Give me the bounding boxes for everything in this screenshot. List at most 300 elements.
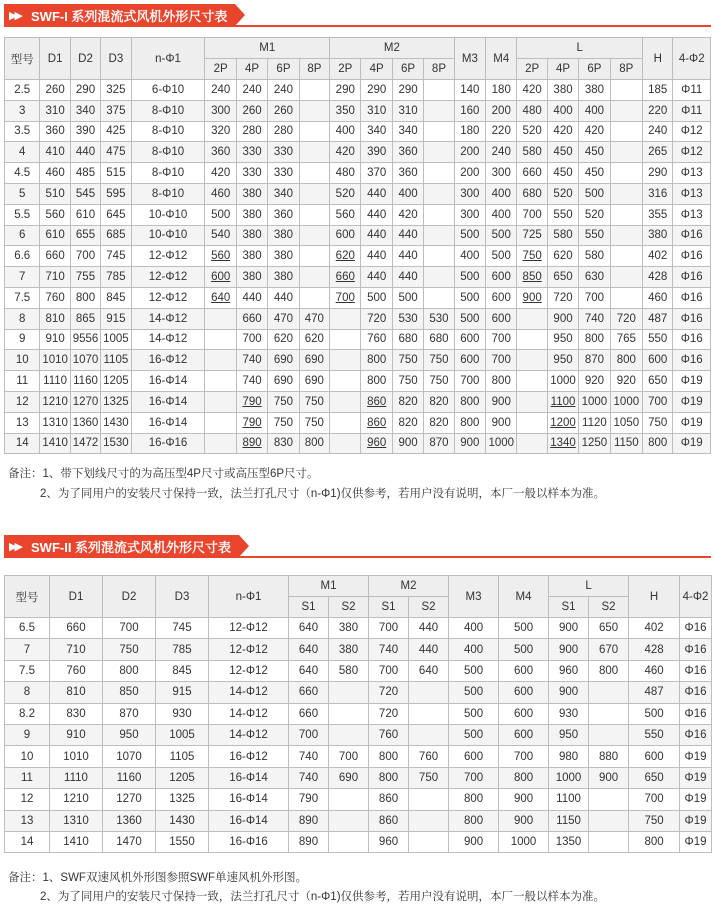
table-cell: 545 — [70, 183, 100, 204]
table-cell: 640 — [289, 618, 329, 639]
table-cell: 8-Φ10 — [131, 100, 205, 121]
table-cell: 520 — [330, 183, 361, 204]
table-cell: 760 — [40, 287, 70, 308]
table-cell: 440 — [409, 639, 449, 660]
table-cell: 1430 — [156, 810, 209, 831]
table-row — [5, 246, 711, 267]
table-cell: 380 — [268, 246, 299, 267]
table-cell — [330, 308, 361, 329]
table-cell: 460 — [643, 287, 673, 308]
table-cell: 900 — [549, 639, 589, 660]
table-cell: 600 — [486, 308, 517, 329]
table-cell — [409, 703, 449, 724]
table-cell: 760 — [409, 746, 449, 767]
table-cell: Φ16 — [673, 246, 711, 267]
table-cell: 850 — [103, 682, 156, 703]
table-cell — [424, 80, 454, 101]
table-cell: 200 — [454, 163, 485, 184]
table-cell: 380 — [236, 204, 267, 225]
table-cell: 660 — [330, 267, 361, 288]
table-cell: Φ19 — [680, 810, 712, 831]
table-cell: 440 — [361, 246, 392, 267]
swf2-dimension-table — [4, 575, 712, 853]
table-cell — [299, 100, 329, 121]
table-cell: 650 — [629, 767, 680, 788]
table-cell: 645 — [101, 204, 131, 225]
table-cell: 900 — [547, 308, 578, 329]
table-cell: 310 — [40, 100, 70, 121]
header-m2-2p: 2P — [330, 59, 361, 80]
table-cell: 440 — [392, 225, 423, 246]
table-cell: 750 — [268, 412, 299, 433]
table-cell: 680 — [517, 183, 547, 204]
table-cell: 380 — [643, 225, 673, 246]
table-cell: 12-Φ12 — [209, 660, 289, 681]
table-cell: 750 — [392, 350, 423, 371]
table-row — [5, 746, 712, 767]
table-cell: 755 — [70, 267, 100, 288]
table-cell: 340 — [268, 183, 299, 204]
table-cell: 8 — [5, 682, 50, 703]
table-cell: 360 — [268, 204, 299, 225]
table-cell: 460 — [629, 660, 680, 681]
table-cell: 900 — [486, 412, 517, 433]
table-row — [5, 810, 712, 831]
table-cell: 580 — [579, 246, 610, 267]
table-cell: 785 — [101, 267, 131, 288]
table-cell: 5 — [5, 183, 40, 204]
table-cell: 1010 — [50, 746, 103, 767]
table-cell: 280 — [268, 121, 299, 142]
table-cell — [424, 163, 454, 184]
header-m1: M1 — [289, 576, 369, 597]
table-cell: 1410 — [40, 433, 70, 454]
header-m1-8p: 8P — [299, 59, 329, 80]
table-cell — [517, 350, 547, 371]
table-cell: 930 — [549, 703, 589, 724]
table-cell: 830 — [50, 703, 103, 724]
table-cell: 910 — [50, 724, 103, 745]
header-l-6p: 6P — [579, 59, 610, 80]
table-cell: Φ13 — [673, 163, 711, 184]
table-row — [5, 204, 711, 225]
table-cell: 7.5 — [5, 660, 50, 681]
table-cell: 685 — [101, 225, 131, 246]
table-cell: 340 — [361, 121, 392, 142]
table-row — [5, 100, 711, 121]
table-cell: 690 — [329, 767, 369, 788]
table-cell: 580 — [547, 225, 578, 246]
table-cell: 14-Φ12 — [131, 329, 205, 350]
table-cell: 890 — [236, 433, 267, 454]
table-cell: 540 — [205, 225, 236, 246]
table-cell: 440 — [70, 142, 100, 163]
table-cell: 1070 — [70, 350, 100, 371]
header-d3: D3 — [156, 576, 209, 618]
table-cell: 900 — [589, 767, 629, 788]
section1-note-2: 2、为了同用户的安装尺寸保持一致，法兰打孔尺寸（n-Φ1)仅供参考，若用户没有说明，本厂一般以样本为准。 — [40, 488, 606, 500]
table-cell: 1005 — [101, 329, 131, 350]
table-row — [5, 703, 712, 724]
table-cell: 300 — [454, 183, 485, 204]
table-cell: 16-Φ14 — [209, 789, 289, 810]
table-cell: 610 — [40, 225, 70, 246]
table-cell: 600 — [643, 350, 673, 371]
header-m2-4p: 4P — [361, 59, 392, 80]
table-cell: 12-Φ12 — [131, 267, 205, 288]
table-cell: Φ12 — [673, 142, 711, 163]
header-m1-6p: 6P — [268, 59, 299, 80]
table-cell: 720 — [610, 308, 642, 329]
table-cell — [299, 246, 329, 267]
table-cell: 485 — [70, 163, 100, 184]
table-cell: Φ16 — [680, 618, 712, 639]
table-cell: 400 — [454, 246, 485, 267]
table-cell: 750 — [299, 412, 329, 433]
table-cell: 1310 — [40, 412, 70, 433]
table-cell: 700 — [643, 391, 673, 412]
table-cell: 650 — [643, 371, 673, 392]
header-m2-8p: 8P — [424, 59, 454, 80]
table-cell: 810 — [50, 682, 103, 703]
table-cell — [330, 433, 361, 454]
table-cell: 330 — [268, 163, 299, 184]
table-cell: 380 — [268, 267, 299, 288]
table-cell: 13 — [5, 412, 40, 433]
swf1-dimension-table — [4, 37, 711, 454]
table-cell: 1250 — [579, 433, 610, 454]
table-cell: 380 — [236, 183, 267, 204]
header-m2: M2 — [330, 38, 455, 59]
table-cell: 1010 — [40, 350, 70, 371]
table-cell: 260 — [236, 100, 267, 121]
table-cell: 1070 — [103, 746, 156, 767]
table-cell: 200 — [486, 100, 517, 121]
table-cell: 450 — [547, 142, 578, 163]
table-cell: 6 — [5, 225, 40, 246]
table-cell: 930 — [156, 703, 209, 724]
header-d2: D2 — [70, 38, 100, 80]
table-cell: 500 — [449, 703, 499, 724]
table-cell: 14 — [5, 433, 40, 454]
table-cell: 800 — [579, 329, 610, 350]
table-row — [5, 142, 711, 163]
table-cell: 870 — [424, 433, 454, 454]
section1-title: SWF-I 系列混流式风机外形尺寸表 — [28, 4, 235, 26]
table-cell: 900 — [549, 682, 589, 703]
table-cell — [409, 682, 449, 703]
section2-title: SWF-II 系列混流式风机外形尺寸表 — [28, 535, 239, 557]
table-row — [5, 682, 712, 703]
table-cell: 550 — [579, 225, 610, 246]
table-cell: 520 — [547, 183, 578, 204]
table-cell: 750 — [424, 350, 454, 371]
table-cell: 440 — [268, 287, 299, 308]
table-cell: 640 — [205, 287, 236, 308]
header-d2: D2 — [103, 576, 156, 618]
table-cell: 460 — [40, 163, 70, 184]
table-cell: 402 — [629, 618, 680, 639]
table-cell: Φ16 — [673, 287, 711, 308]
table-cell: 700 — [70, 246, 100, 267]
table-cell: 500 — [392, 287, 423, 308]
table-cell: 800 — [369, 746, 409, 767]
table-cell: Φ16 — [673, 225, 711, 246]
table-cell: 360 — [205, 142, 236, 163]
table-cell: 11 — [5, 767, 50, 788]
table-cell: 14 — [5, 831, 50, 852]
table-cell: 750 — [268, 391, 299, 412]
table-cell: 800 — [369, 767, 409, 788]
table-cell: 1270 — [70, 391, 100, 412]
table-cell: 400 — [449, 639, 499, 660]
table-cell: 725 — [517, 225, 547, 246]
table-cell: 660 — [50, 618, 103, 639]
table-cell: Φ12 — [673, 121, 711, 142]
table-cell: 900 — [486, 391, 517, 412]
table-cell: 1550 — [156, 831, 209, 852]
table-cell: 900 — [549, 618, 589, 639]
table-cell: 800 — [454, 412, 485, 433]
table-cell: 220 — [486, 121, 517, 142]
table-cell: Φ16 — [680, 660, 712, 681]
table-cell: 800 — [454, 391, 485, 412]
table-cell — [424, 225, 454, 246]
table-cell: 750 — [409, 767, 449, 788]
section2-title-bar — [4, 535, 249, 557]
table-cell: Φ19 — [680, 831, 712, 852]
header-m1-s1: S1 — [289, 597, 329, 618]
table-cell: 700 — [454, 371, 485, 392]
table-cell: 660 — [40, 246, 70, 267]
table-cell: 700 — [499, 746, 549, 767]
table-cell: 5.5 — [5, 204, 40, 225]
table-cell: 10 — [5, 746, 50, 767]
table-cell: 200 — [454, 142, 485, 163]
section2-note-1: 备注：1、SWF双速风机外形图参照SWF单速风机外形图。 — [8, 872, 307, 884]
table-cell — [610, 163, 642, 184]
table-cell: Φ16 — [673, 267, 711, 288]
table-cell: 260 — [40, 80, 70, 101]
table-cell: 890 — [289, 810, 329, 831]
table-cell — [205, 391, 236, 412]
table-cell: 740 — [369, 639, 409, 660]
table-cell: 700 — [369, 660, 409, 681]
table-cell: 600 — [486, 287, 517, 308]
table-cell: 670 — [589, 639, 629, 660]
section2-note-2: 2、为了同用户的安装尺寸保持一致，法兰打孔尺寸（n-Φ1)仅供参考，若用户没有说明，本厂一般以样本为准。 — [40, 891, 606, 903]
table-cell — [589, 682, 629, 703]
table-cell: 140 — [454, 80, 485, 101]
table-cell: 650 — [547, 267, 578, 288]
table-cell: 830 — [268, 433, 299, 454]
table-cell — [610, 183, 642, 204]
table-cell: 860 — [361, 391, 392, 412]
table-cell: 690 — [268, 350, 299, 371]
table-cell: 520 — [579, 204, 610, 225]
double-chevron-icon: ▶▶ — [4, 535, 28, 557]
table-cell: 600 — [499, 703, 549, 724]
table-cell: 1050 — [610, 412, 642, 433]
table-cell: 12-Φ12 — [131, 246, 205, 267]
table-cell: 340 — [392, 121, 423, 142]
table-cell: 750 — [299, 391, 329, 412]
table-cell: 845 — [101, 287, 131, 308]
table-cell: 350 — [330, 100, 361, 121]
table-cell: 3 — [5, 100, 40, 121]
table-cell — [610, 267, 642, 288]
table-cell: 420 — [579, 121, 610, 142]
table-cell: 600 — [449, 746, 499, 767]
table-cell: 630 — [579, 267, 610, 288]
table-cell: 355 — [643, 204, 673, 225]
table-cell — [610, 246, 642, 267]
table-cell — [517, 371, 547, 392]
table-cell: 600 — [499, 660, 549, 681]
table-cell: 460 — [205, 183, 236, 204]
table-cell: 470 — [268, 308, 299, 329]
table-cell: 1350 — [549, 831, 589, 852]
table-cell: 6.5 — [5, 618, 50, 639]
table-cell: 800 — [361, 350, 392, 371]
table-cell: 440 — [392, 267, 423, 288]
table-cell: 550 — [643, 329, 673, 350]
table-row — [5, 267, 711, 288]
table-cell: 600 — [499, 724, 549, 745]
table-cell: 13 — [5, 810, 50, 831]
table-cell: 660 — [517, 163, 547, 184]
table-cell — [589, 810, 629, 831]
table-cell — [610, 225, 642, 246]
table-row — [5, 183, 711, 204]
table-cell: 700 — [629, 789, 680, 810]
table-cell: 160 — [454, 100, 485, 121]
table-cell — [409, 831, 449, 852]
table-cell: 500 — [449, 724, 499, 745]
table-cell — [424, 267, 454, 288]
table-cell — [299, 163, 329, 184]
header-n-phi1: n-Φ1 — [131, 38, 205, 80]
header-phi2: 4-Φ2 — [680, 576, 712, 618]
table-cell: 400 — [392, 183, 423, 204]
table-cell: 9556 — [70, 329, 100, 350]
table-cell: 900 — [517, 287, 547, 308]
table-cell: 655 — [70, 225, 100, 246]
table-cell: Φ16 — [673, 308, 711, 329]
table-cell: 1100 — [547, 391, 578, 412]
table-cell: 8-Φ10 — [131, 163, 205, 184]
table-cell: 600 — [454, 329, 485, 350]
table-cell: 500 — [454, 287, 485, 308]
table-cell: 1005 — [156, 724, 209, 745]
table-row — [5, 660, 712, 681]
table-cell — [205, 329, 236, 350]
table-cell: 960 — [361, 433, 392, 454]
table-cell: 420 — [330, 142, 361, 163]
table-cell — [409, 789, 449, 810]
table-cell: 960 — [549, 660, 589, 681]
table-cell — [329, 810, 369, 831]
table-cell: 390 — [361, 142, 392, 163]
table-cell — [205, 412, 236, 433]
table-cell: 1340 — [547, 433, 578, 454]
table-cell — [610, 121, 642, 142]
table-cell: 500 — [454, 308, 485, 329]
table-cell: 510 — [40, 183, 70, 204]
header-m1-2p: 2P — [205, 59, 236, 80]
table-cell: 800 — [449, 810, 499, 831]
table-cell: 1000 — [547, 371, 578, 392]
table-cell: 487 — [629, 682, 680, 703]
table-cell: 6-Φ10 — [131, 80, 205, 101]
header-l-s1: S1 — [549, 597, 589, 618]
table-cell: 480 — [330, 163, 361, 184]
table-cell: 12 — [5, 789, 50, 810]
table-cell: 850 — [517, 267, 547, 288]
table-cell: 740 — [579, 308, 610, 329]
table-cell: Φ19 — [680, 789, 712, 810]
table-cell: Φ19 — [673, 433, 711, 454]
table-cell: 980 — [549, 746, 589, 767]
table-cell: 865 — [70, 308, 100, 329]
header-m1-s2: S2 — [329, 597, 369, 618]
table-cell: 260 — [268, 100, 299, 121]
table-cell: 870 — [579, 350, 610, 371]
table-cell: 530 — [424, 308, 454, 329]
table-cell: 1210 — [50, 789, 103, 810]
table-cell: 1530 — [101, 433, 131, 454]
table-cell: 400 — [449, 618, 499, 639]
table-cell: 700 — [517, 204, 547, 225]
table-cell: 240 — [643, 121, 673, 142]
table-cell: 7.5 — [5, 287, 40, 308]
table-cell: 700 — [579, 287, 610, 308]
table-cell — [409, 810, 449, 831]
table-cell: 520 — [517, 121, 547, 142]
table-cell: 680 — [392, 329, 423, 350]
table-cell: 600 — [499, 682, 549, 703]
table-cell: 330 — [236, 163, 267, 184]
table-cell: 1120 — [579, 412, 610, 433]
table-cell: 600 — [205, 267, 236, 288]
table-cell: 420 — [392, 204, 423, 225]
table-row — [5, 121, 711, 142]
table-cell — [424, 121, 454, 142]
table-cell: 420 — [517, 80, 547, 101]
header-l-4p: 4P — [547, 59, 578, 80]
table-cell: 550 — [547, 204, 578, 225]
table-cell: 325 — [101, 80, 131, 101]
table-cell: 900 — [454, 433, 485, 454]
table-cell: 900 — [499, 789, 549, 810]
table-cell — [299, 142, 329, 163]
table-cell: 440 — [361, 183, 392, 204]
table-cell: 180 — [486, 80, 517, 101]
table-cell: 1105 — [101, 350, 131, 371]
table-cell — [589, 789, 629, 810]
header-n-phi1: n-Φ1 — [209, 576, 289, 618]
table-cell: 428 — [629, 639, 680, 660]
table-cell: 820 — [424, 391, 454, 412]
table-cell: 380 — [579, 80, 610, 101]
table-cell: 820 — [392, 412, 423, 433]
table-cell: 1410 — [50, 831, 103, 852]
table-cell: 680 — [424, 329, 454, 350]
table-cell: 710 — [50, 639, 103, 660]
table-cell — [589, 831, 629, 852]
table-cell: 300 — [205, 100, 236, 121]
table-cell — [205, 350, 236, 371]
